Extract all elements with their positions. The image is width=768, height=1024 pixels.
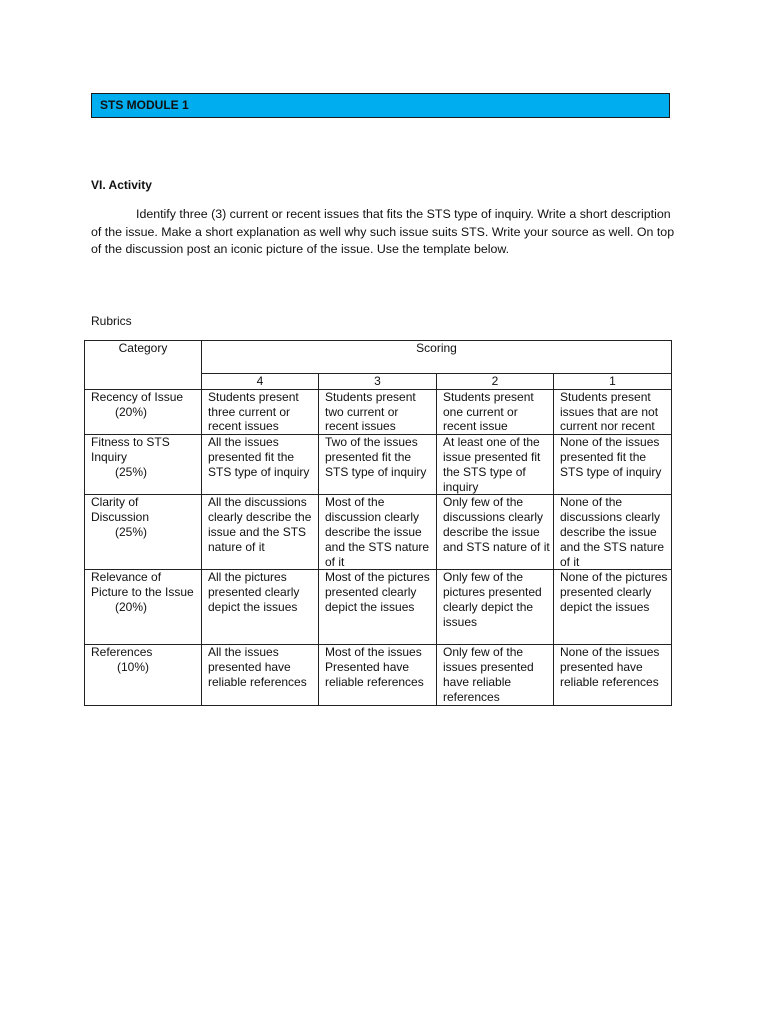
score-cell: Students present one current or recent issue (437, 389, 554, 434)
rubric-row-recency (85, 389, 672, 434)
score-level-4: 4 (202, 374, 319, 390)
category-cell (85, 495, 202, 570)
score-cell: None of the issues presented have reliable references (554, 645, 672, 705)
category-name: Relevance of Picture to the Issue (91, 570, 194, 600)
module-title: STS MODULE 1 (100, 98, 189, 112)
score-cell: Only few of the pictures presented clearly depict the issues (437, 570, 554, 645)
category-cell (85, 645, 202, 705)
category-cell (85, 389, 202, 434)
score-cell: Students present issues that are not current nor recent (554, 389, 672, 434)
score-cell: Two of the issues presented fit the STS type of inquiry (319, 435, 437, 495)
score-cell: All the pictures presented clearly depict the issues (202, 570, 319, 645)
category-weight: (25%) (115, 524, 148, 539)
score-cell: Students present two current or recent issues (319, 389, 437, 434)
rubric-row-clarity (85, 495, 672, 570)
category-cell (85, 570, 202, 645)
category-header: Category (85, 341, 202, 390)
score-cell: None of the pictures presented clearly depict the issues (554, 570, 672, 645)
score-cell: Students present three current or recent issues (202, 389, 319, 434)
activity-instructions: Identify three (3) current or recent issues that fits the STS type of inquiry. Write a short description of the issue. Make a short explanation as well why such issue suits STS. Write your source as well. On top of the discussion post an iconic picture of the issue. Use the template below. (91, 207, 675, 256)
category-name: References (91, 645, 153, 660)
category-cell (85, 435, 202, 495)
category-name: Recency of Issue (91, 389, 184, 404)
score-level-1: 1 (554, 374, 672, 390)
score-cell: All the discussions clearly describe the issue and the STS nature of it (202, 495, 319, 570)
rubric-row-fitness (85, 435, 672, 495)
score-cell: Most of the discussion clearly describe the issue and the STS nature of it (319, 495, 437, 570)
category-name: Fitness to STS Inquiry (91, 435, 170, 464)
score-cell: Most of the pictures presented clearly depict the issues (319, 570, 437, 645)
rubric-row-relevance (85, 570, 672, 645)
rubrics-label: Rubrics (91, 314, 132, 328)
activity-heading: VI. Activity (91, 178, 152, 192)
category-weight: (20%) (115, 404, 148, 419)
module-header-bar (91, 93, 670, 118)
score-cell: All the issues presented fit the STS type of inquiry (202, 435, 319, 495)
score-level-2: 2 (437, 374, 554, 390)
category-weight: (10%) (117, 660, 150, 675)
scoring-header: Scoring (202, 341, 672, 374)
score-cell: None of the discussions clearly describe the issue and the STS nature of it (554, 495, 672, 570)
score-cell: None of the issues presented fit the STS type of inquiry (554, 435, 672, 495)
category-weight: (25%) (115, 464, 148, 479)
score-cell: Most of the issues Presented have reliable references (319, 645, 437, 705)
category-name: Clarity of Discussion (91, 495, 150, 525)
score-cell: Only few of the issues presented have reliable references (437, 645, 554, 705)
score-level-3: 3 (319, 374, 437, 390)
score-cell: Only few of the discussions clearly describe the issue and STS nature of it (437, 495, 554, 570)
score-cell: At least one of the issue presented fit the STS type of inquiry (437, 435, 554, 495)
rubric-row-references (85, 645, 672, 705)
rubric-header-row (85, 341, 672, 374)
rubric-table (84, 340, 672, 706)
score-cell: All the issues presented have reliable references (202, 645, 319, 705)
category-weight: (20%) (115, 599, 148, 614)
